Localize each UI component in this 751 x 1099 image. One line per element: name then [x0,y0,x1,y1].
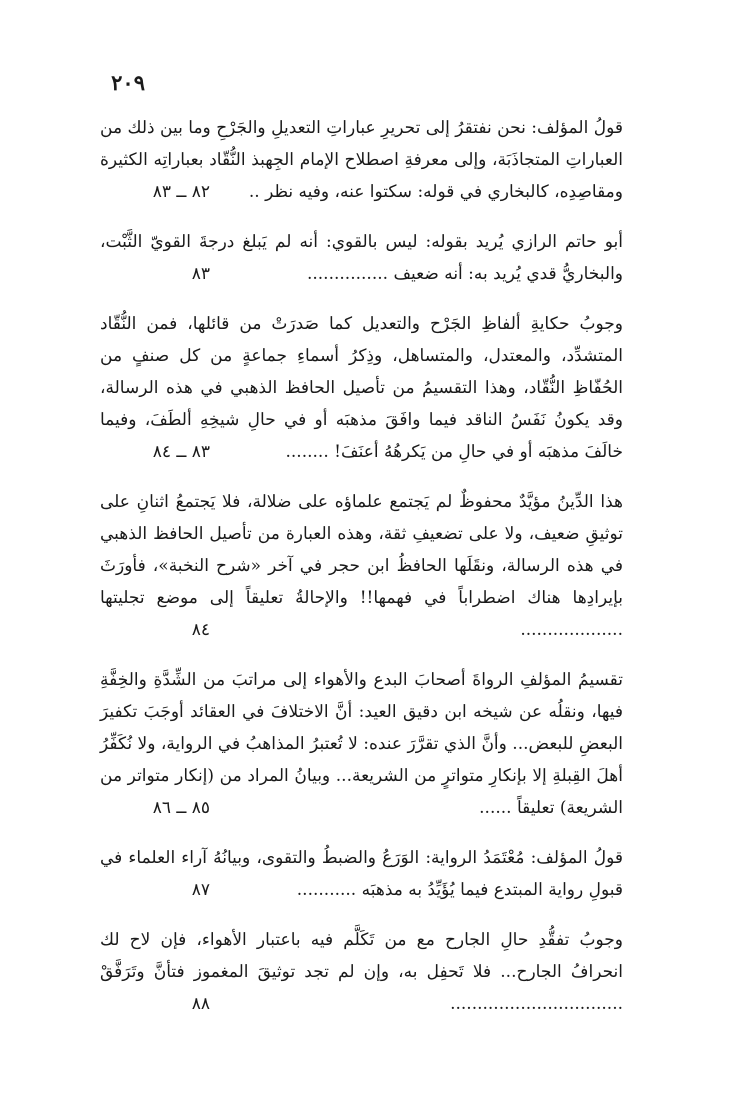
dot-leader: .. [248,182,260,202]
entry-body: قولُ المؤلف: مُعْتَمَدُ الرواية: الوَرَعُ والضبطُ والتقوى، وبيانُهُ آراء العلماء في قبولِ رواية المبتدع فيما يُؤَيِّدُ به مذهبَه [100,848,623,900]
entry-text [100,308,623,468]
entry-body: هذا الدِّينُ مؤيَّدٌ محفوظٌ لم يَجتمع علماؤه على ضلالة، فلا يَجتمعُ اثنانِ على توثيقِ ضعيف، ولا على تضعيفِ ثقة، وهذه العبارة من تأصيل الحافظ الذهبي في هذه الرسالة، ونقَلَها الحافظُ ابن حجر في آخر «شرح النخبة»، فأورَثَ بإيرادِها هناك اضطراباً في فهمها!! والإحالةُ تعليقاً إلى موضع تجليتها [100,492,623,608]
page-reference: ٨٧ [191,880,210,900]
index-entries [100,112,623,1038]
entry-body: تقسيمُ المؤلفِ الرواةَ أصحابَ البدع والأهواء إلى مراتبَ من الشِّدَّةِ والخِفَّةِ فيها، ونقلُه عن شيخه ابن دقيق العيد: أنَّ الاختلافَ في العقائد أوجَبَ تكفيرَ البعضِ للبعض... وأنَّ الذي تقرَّرَ عنده: لا تُعتبرُ المذاهبُ في الرواية، ولا نُكَفِّرُ أهلَ القِبلةِ إلا بإنكارِ متواترٍ من الشريعة... وبيانُ المراد من (إنكار متواتر من الشريعة) تعليقاً [100,670,623,818]
entry-text [100,486,623,646]
index-entry [100,226,623,290]
index-entry [100,308,623,468]
dot-leader: ................... [520,620,623,640]
dot-leader: ........ [285,442,329,462]
entry-text [100,842,623,906]
entry-body: أبو حاتم الرازي يُريد بقوله: ليس بالقوي: أنه لم يَبلغ درجةَ القويّ الثَّبْت، والبخاريُّ قدي يُريد به: أنه ضعيف [100,232,623,284]
page-reference: ٨٣ ــ ٨٤ [152,442,210,462]
dot-leader: ...... [479,798,512,818]
index-entry [100,486,623,646]
page-reference: ٨٣ [191,264,210,284]
index-entry [100,842,623,906]
entry-text [100,924,623,1020]
entry-body: وجوبُ تفقُّدِ حالِ الجارح مع من تَكَلَّم فيه باعتبار الأهواء، فإن لاح لك انحرافُ الجارح... فلا تَحفِل به، وإن لم تجد توثيقَ المغموز فتأنَّ وتَرَفَّقْ [100,930,623,982]
entry-text [100,664,623,824]
dot-leader: ................................ [450,994,623,1014]
entry-body: قولُ المؤلف: نحن نفتقرُ إلى تحريرِ عباراتِ التعديلِ والجَرْحِ وما بين ذلك من العباراتِ المتجاذَبَة، وإلى معرفةِ اصطلاح الإمام الجِهبذ النُّقّاد بعباراتِه الكثيرة ومقاصِدِه، كالبخاري في قوله: سكتوا عنه، وفيه نظر [100,118,623,202]
page-reference: ٨٤ [191,620,210,640]
page-reference: ٨٥ ــ ٨٦ [152,798,210,818]
index-entry [100,112,623,208]
page-reference: ٨٢ ــ ٨٣ [152,182,210,202]
dot-leader: ........... [296,880,357,900]
page-number: ٢٠٩ [111,70,145,95]
page-reference: ٨٨ [191,994,210,1014]
index-entry [100,664,623,824]
entry-text [100,226,623,290]
dot-leader: ............... [306,264,389,284]
entry-body: وجوبُ حكايةِ ألفاظِ الجَرْح والتعديل كما صَدرَتْ من قائلها، فمن النُّقّاد المتشدِّد، والمعتدل، والمتساهل، وذِكرُ أسماءِ جماعةٍ من كل صنفٍ من الحُفّاظِ النُّقّاد، وهذا التقسيمُ من تأصيل الحافظ الذهبي في هذه الرسالة، وقد يكونُ نَفَسُ الناقد فيما وافَقَ مذهبَه أو في حالِ شيخِهِ ألطَفَ، وفيما خالَفَ مذهبَه أو في حالِ من يَكرهُهُ أعنَفَ! [100,314,623,462]
entry-text [100,112,623,208]
index-entry [100,924,623,1020]
